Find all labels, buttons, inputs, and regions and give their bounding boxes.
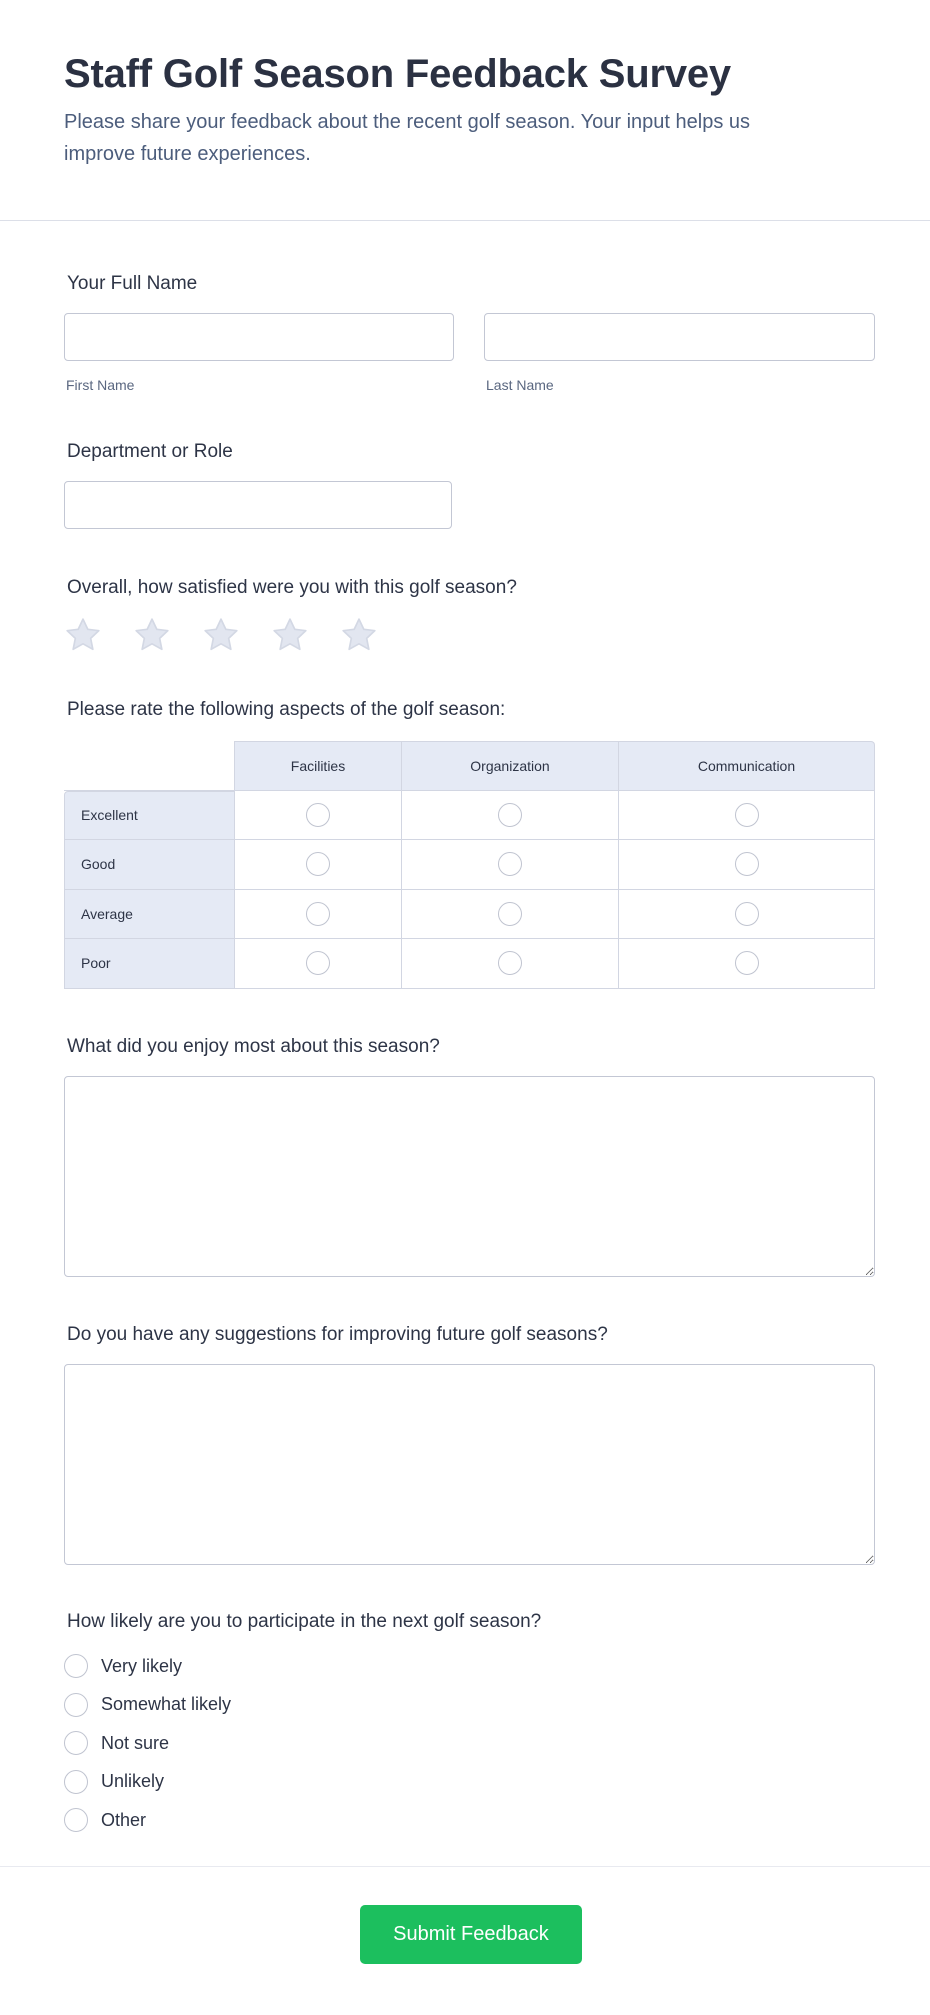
suggestions-textarea[interactable] [64,1364,875,1565]
matrix-radio[interactable] [735,852,759,876]
likelihood-option[interactable] [64,1770,164,1794]
matrix-radio[interactable] [498,803,522,827]
enjoy-textarea[interactable] [64,1076,875,1277]
rating-matrix [64,741,875,989]
star-icon[interactable] [270,615,310,660]
first-name-input[interactable] [64,313,454,361]
submit-button[interactable]: Submit Feedback [360,1905,582,1964]
matrix-cell [619,791,875,841]
matrix-corner [64,741,235,791]
option-label: Unlikely [101,1771,165,1791]
matrix-cell [619,890,875,940]
matrix-cell [402,791,619,841]
radio-button[interactable] [64,1731,88,1755]
first-name-sublabel: First Name [66,377,135,393]
matrix-row [64,791,875,841]
matrix-cell [235,890,402,940]
matrix-radio[interactable] [735,803,759,827]
matrix-row [64,939,875,989]
matrix-cell [235,840,402,890]
matrix-row-label: Good [64,840,235,890]
matrix-row-label: Excellent [64,791,235,841]
matrix-radio[interactable] [306,902,330,926]
star-icon[interactable] [132,615,172,660]
radio-button[interactable] [64,1654,88,1678]
matrix-radio[interactable] [306,852,330,876]
star-icon[interactable] [339,615,379,660]
radio-button[interactable] [64,1808,88,1832]
option-label: Somewhat likely [101,1694,232,1714]
star-rating [63,615,379,660]
matrix-row [64,840,875,890]
matrix-cell [402,840,619,890]
likelihood-option[interactable] [64,1693,231,1717]
department-input[interactable] [64,481,452,529]
enjoy-label: What did you enjoy most about this season? [67,1036,440,1057]
star-icon[interactable] [201,615,241,660]
page-title: Staff Golf Season Feedback Survey [64,52,731,96]
matrix-radio[interactable] [498,951,522,975]
matrix-radio[interactable] [735,951,759,975]
matrix-row-label: Poor [64,939,235,989]
matrix-radio[interactable] [735,902,759,926]
matrix-cell [619,840,875,890]
matrix-radio[interactable] [498,852,522,876]
likelihood-option[interactable] [64,1808,146,1832]
option-label: Very likely [101,1655,183,1676]
suggestions-label: Do you have any suggestions for improving future golf seasons? [67,1324,608,1345]
matrix-row [64,890,875,940]
header-divider [0,220,930,221]
satisfaction-label: Overall, how satisfied were you with this golf season? [67,577,517,598]
matrix-cell [402,890,619,940]
matrix-radio[interactable] [306,803,330,827]
radio-button[interactable] [64,1693,88,1717]
option-label: Not sure [101,1732,170,1753]
matrix-row-label: Average [64,890,235,940]
option-label: Other [101,1809,147,1830]
matrix-label: Please rate the following aspects of the golf season: [67,699,506,720]
likelihood-option[interactable] [64,1731,169,1755]
matrix-cell [619,939,875,989]
page-subtitle: Please share your feedback about the recent golf season. Your input helps us improve future experiences. [64,111,751,165]
matrix-cell [235,939,402,989]
matrix-cell [402,939,619,989]
last-name-input[interactable] [484,313,875,361]
last-name-sublabel: Last Name [486,377,554,393]
matrix-column-header: Communication [619,741,875,791]
matrix-column-header: Facilities [235,741,402,791]
footer-divider [0,1866,930,1867]
star-icon[interactable] [63,615,103,660]
radio-button[interactable] [64,1770,88,1794]
matrix-column-header: Organization [402,741,619,791]
matrix-radio[interactable] [498,902,522,926]
likelihood-option[interactable] [64,1654,182,1678]
full-name-label: Your Full Name [67,273,198,294]
department-label: Department or Role [67,441,233,462]
matrix-cell [235,791,402,841]
matrix-radio[interactable] [306,951,330,975]
likelihood-label: How likely are you to participate in the next golf season? [67,1611,542,1632]
